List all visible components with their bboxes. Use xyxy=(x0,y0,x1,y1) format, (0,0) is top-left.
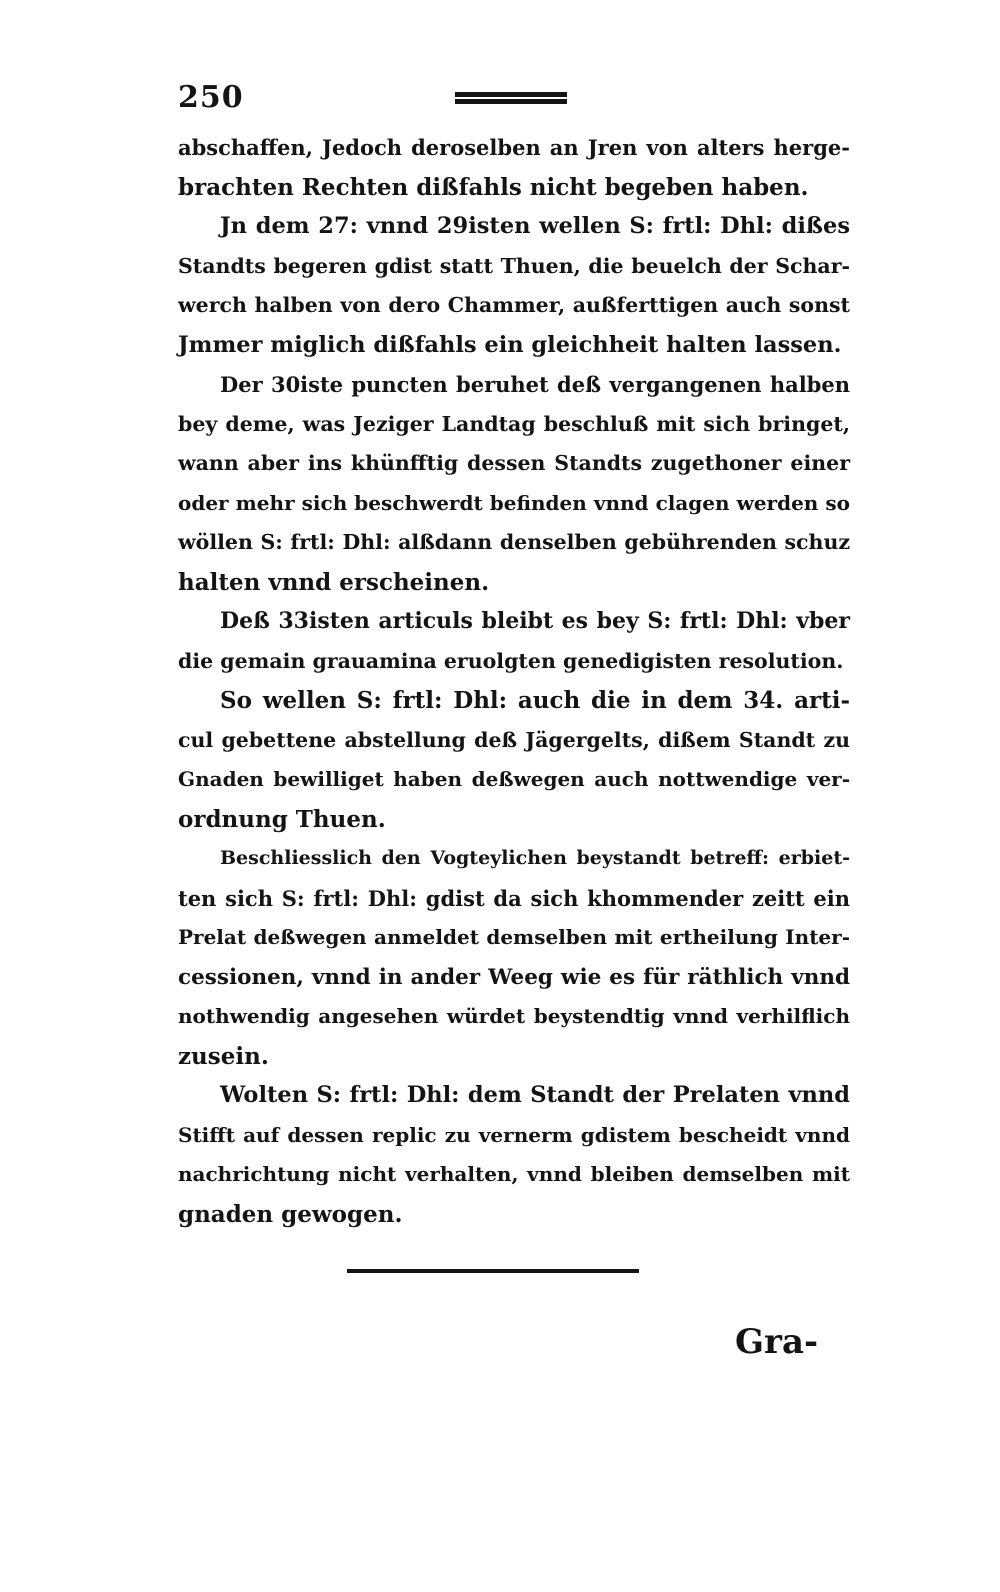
header-rule xyxy=(455,92,567,104)
page-number: 250 xyxy=(178,80,244,115)
text-line: cessionen, vnnd in ander Weeg wie es für räthlich vnnd xyxy=(178,964,850,990)
text-line: Prelat deßwegen anmeldet demselben mit ertheilung Inter- xyxy=(178,925,850,949)
text-line: So wellen S: frtl: Dhl: auch die in dem 34. arti- xyxy=(220,687,850,714)
text-line: Jn dem 27: vnnd 29isten wellen S: frtl: Dhl: dißes xyxy=(220,213,850,239)
text-line: nothwendig angesehen würdet beystendtig vnnd verhilflich xyxy=(178,1004,850,1028)
catchword: Gra- xyxy=(735,1322,819,1362)
text-line: die gemain grauamina eruolgten genedigisten resolution. xyxy=(178,648,844,673)
text-line: bey deme, was Jeziger Landtag beschluß mit sich bringet, xyxy=(178,411,850,436)
body-text xyxy=(150,128,850,1234)
text-line: ten sich S: frtl: Dhl: gdist da sich khommender zeitt ein xyxy=(178,885,850,911)
text-line: ordnung Thuen. xyxy=(178,805,386,833)
text-line: oder mehr sich beschwerdt befinden vnnd clagen werden so xyxy=(178,490,850,515)
text-line: Der 30iste puncten beruhet deß vergangenen halben xyxy=(220,372,850,397)
text-line: abschaffen, Jedoch deroselben an Jren von alters herge- xyxy=(178,135,850,160)
text-line: zusein. xyxy=(178,1042,269,1070)
text-line: wann aber ins khünfftig dessen Standts zugethoner einer xyxy=(178,451,850,475)
text-line: gnaden gewogen. xyxy=(178,1200,403,1228)
text-line: Beschliesslich den Vogteylichen beystandt betreff: erbiet- xyxy=(220,847,850,869)
text-line: Stifft auf dessen replic zu vernerm gdistem bescheidt vnnd xyxy=(178,1122,850,1147)
footer-rule xyxy=(347,1269,639,1273)
text-line: nachrichtung nicht verhalten, vnnd bleiben demselben mit xyxy=(178,1162,850,1186)
text-line: Gnaden bewilliget haben deßwegen auch nottwendige ver- xyxy=(178,767,850,791)
text-line: Jmmer miglich dißfahls ein gleichheit halten lassen. xyxy=(178,331,842,358)
text-line: brachten Rechten dißfahls nicht begeben haben. xyxy=(178,173,809,201)
text-line: Standts begeren gdist statt Thuen, die beuelch der Schar- xyxy=(178,253,850,278)
text-line: Deß 33isten articuls bleibt es bey S: frtl: Dhl: vber xyxy=(220,608,850,634)
text-line: cul gebettene abstellung deß Jägergelts, dißem Standt zu xyxy=(178,727,850,752)
text-line: werch halben von dero Chammer, außferttigen auch sonst xyxy=(178,293,850,317)
text-line: wöllen S: frtl: Dhl: alßdann denselben gebührenden schuz xyxy=(178,530,850,554)
text-line: halten vnnd erscheinen. xyxy=(178,568,490,596)
text-line: Wolten S: frtl: Dhl: dem Standt der Prelaten vnnd xyxy=(220,1082,850,1108)
